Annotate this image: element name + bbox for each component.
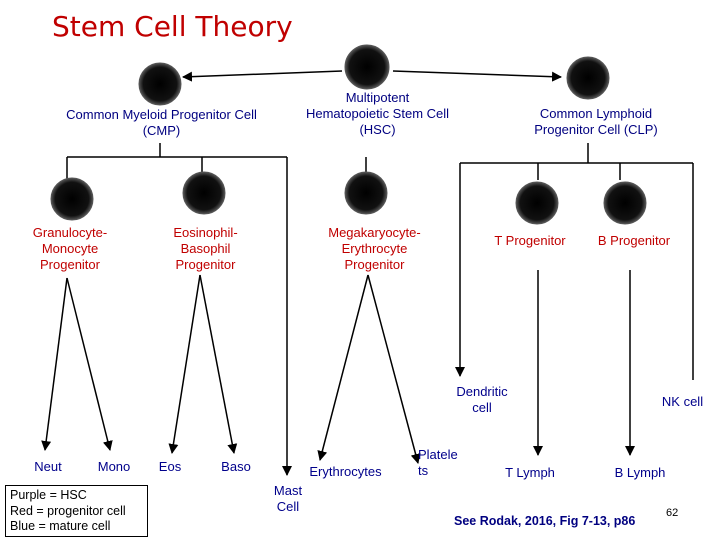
gmp-cell <box>51 178 93 220</box>
nk-label: NK cell <box>661 394 704 409</box>
legend-purple: Purple = HSC <box>10 488 87 502</box>
b-progenitor-cell <box>604 182 646 224</box>
b-lymph-label: B Lymph <box>614 465 666 480</box>
page-title: Stem Cell Theory <box>52 10 293 43</box>
clp-label: Common Lymphoid Progenitor Cell (CLP) <box>534 106 658 137</box>
legend-blue: Blue = mature cell <box>10 519 111 533</box>
citation: See Rodak, 2016, Fig 7-13, p86 <box>454 514 636 528</box>
dendritic-label: Dendritic cell <box>456 384 508 415</box>
t-progenitor-cell <box>516 182 558 224</box>
ebp-label: Eosinophil- Basophil Progenitor <box>173 225 238 272</box>
eos-label: Eos <box>158 459 182 474</box>
page-number: 62 <box>666 507 679 519</box>
ebp-cell <box>183 172 225 214</box>
fork-arrows <box>45 275 418 463</box>
mep-label: Megakaryocyte- Erythrocyte Progenitor <box>328 225 421 272</box>
cmp-bracket <box>67 143 366 180</box>
cmp-cell <box>139 63 181 105</box>
clp-cell <box>567 57 609 99</box>
t-lymph-label: T Lymph <box>505 465 555 480</box>
b-progenitor-label: B Progenitor <box>597 233 671 248</box>
erythrocytes-label: Erythrocytes <box>309 464 382 479</box>
legend-red: Red = progenitor cell <box>10 503 126 518</box>
long-arrows <box>287 157 630 475</box>
color-legend <box>5 485 148 537</box>
baso-label: Baso <box>221 459 251 474</box>
neut-label: Neut <box>34 459 62 474</box>
platelets-label: Platele ts <box>418 447 458 478</box>
mep-cell <box>345 172 387 214</box>
mast-cell-label: Mast Cell <box>273 483 303 514</box>
hsc-cell <box>345 45 389 89</box>
t-progenitor-label: T Progenitor <box>494 233 566 248</box>
hsc-label: Multipotent Hematopoietic Stem Cell (HSC) <box>305 90 450 137</box>
mono-label: Mono <box>97 459 131 474</box>
clp-bracket <box>460 143 693 380</box>
cmp-label: Common Myeloid Progenitor Cell (CMP) <box>66 107 257 138</box>
gmp-label: Granulocyte- Monocyte Progenitor <box>32 225 108 272</box>
